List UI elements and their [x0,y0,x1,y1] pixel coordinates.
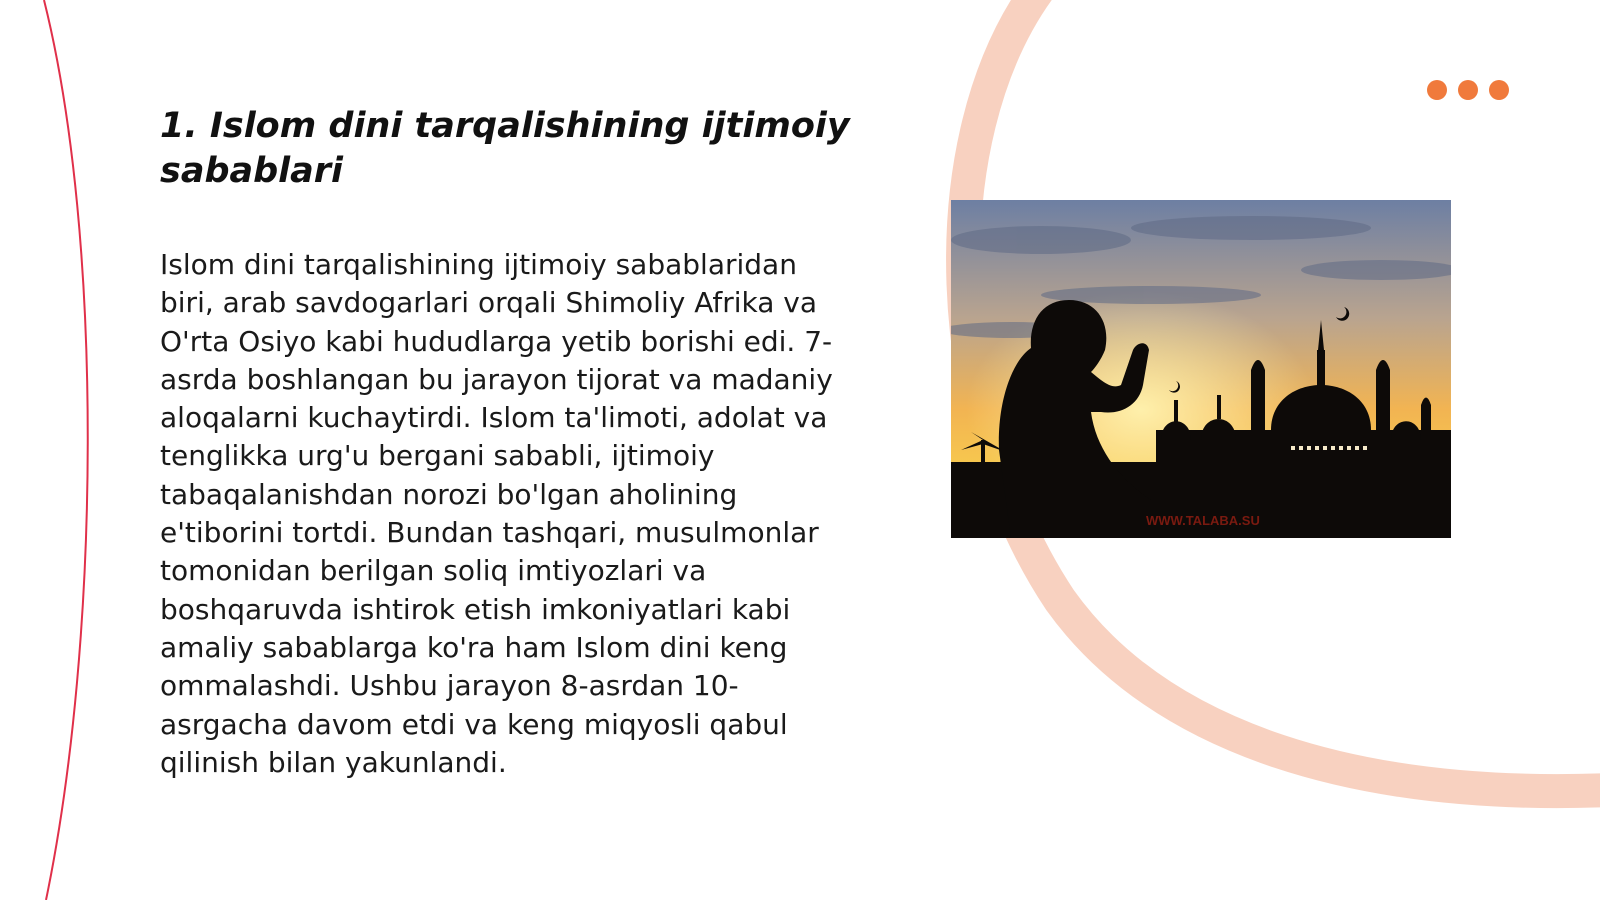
three-dots-icon [1427,80,1509,100]
praying-silhouette-image [951,200,1451,538]
slide-body-text: Islom dini tarqalishining ijtimoiy sabablaridan biri, arab savdogarlari orqali Shimoliy Afrika va O'rta Osiyo kabi hududlarga yetib borishi edi. 7-asrda boshlangan bu jarayon tijorat va madaniy aloqalarni kuchaytirdi. Islom ta'limoti, adolat va tenglikka urg'u bergani sababli, ijtimoiy tabaqalanishdan norozi bo'lgan aholining e'tiborini tortdi. Bundan tashqari, musulmonlar tomonidan berilgan soliq imtiyozlari va boshqaruvda ishtirok etish imkoniyatlari kabi amaliy sabablarga ko'ra ham Islom dini keng ommalashdi. Ushbu jarayon 8-asrdan 10-asrgacha davom etdi va keng miqyosli qabul qilinish bilan yakunlandi. [160,248,833,779]
dot-3 [1489,80,1509,100]
image-watermark: WWW.TALABA.SU [1146,513,1260,528]
slide-image [951,200,1451,538]
dot-2 [1458,80,1478,100]
slide-title: 1. Islom dini tarqalishining ijtimoiy sabablari [160,106,850,191]
dot-1 [1427,80,1447,100]
left-red-arc [44,0,88,900]
